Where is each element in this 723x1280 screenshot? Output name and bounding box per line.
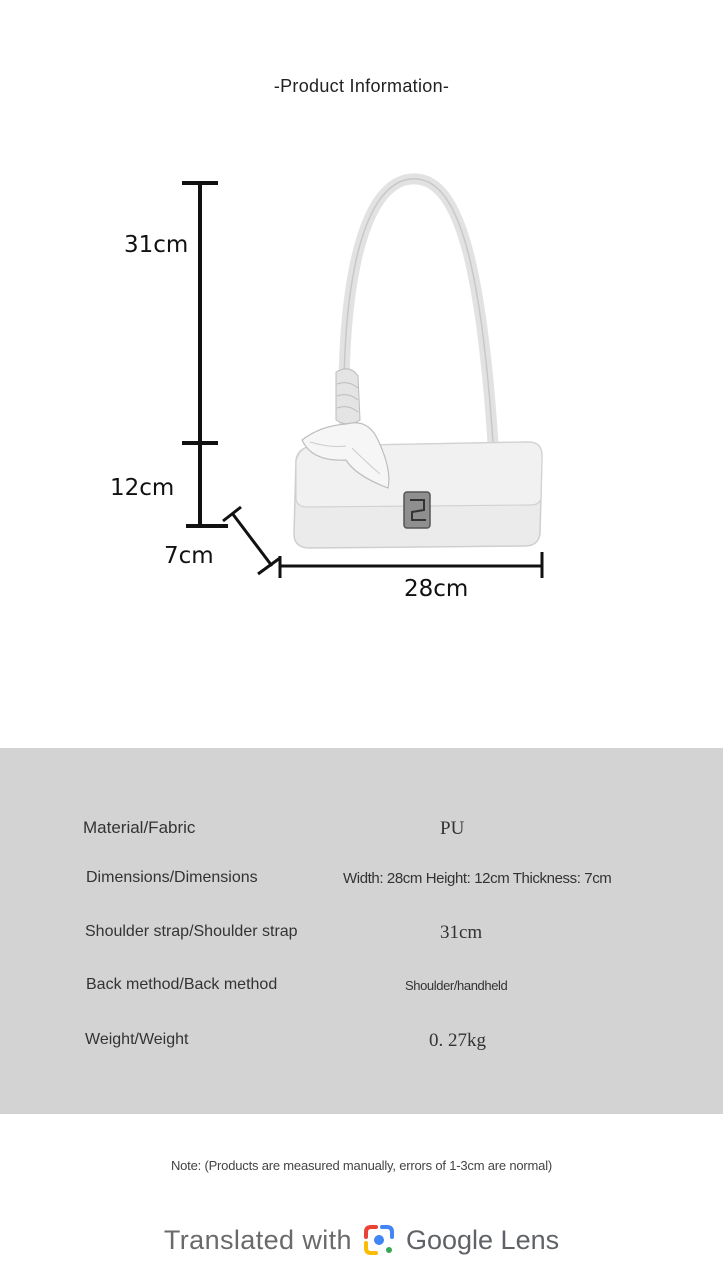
translated-with-text: Translated with [163,1224,352,1255]
google-lens-icon [362,1223,396,1257]
spec-value-dimensions: Width: 28cm Height: 12cm Thickness: 7cm [343,870,612,887]
spec-label-dimensions: Dimensions/Dimensions [86,869,258,886]
spec-panel [0,748,723,1114]
spec-value-shoulder-strap: 31cm [440,922,483,943]
spec-value-back-method: Shoulder/handheld [405,978,508,993]
spec-label-back-method: Back method/Back method [86,976,278,993]
height-dimension-line [182,182,228,528]
bag-strap [344,179,493,443]
thickness-label: 7cm [164,543,214,569]
bag-clasp [404,492,430,528]
measurement-note: Note: (Products are measured manually, errors of 1-3cm are normal) [170,1158,553,1173]
strap-height-label: 31cm [124,232,189,258]
handbag-illustration [294,179,542,548]
spec-value-material: PU [440,818,465,839]
google-lens-brand: Google Lens [405,1224,560,1255]
thickness-dimension-line [223,507,280,574]
google-lens-attribution [0,1218,723,1262]
spec-label-material: Material/Fabric [83,818,196,837]
width-label: 28cm [404,576,469,602]
bag-height-label: 12cm [110,475,175,501]
spec-label-weight: Weight/Weight [85,1031,189,1048]
page-title: -Product Information- [273,76,450,96]
spec-label-shoulder-strap: Shoulder strap/Shoulder strap [85,923,298,940]
width-dimension-line [280,552,542,578]
spec-value-weight: 0. 27kg [429,1030,486,1051]
